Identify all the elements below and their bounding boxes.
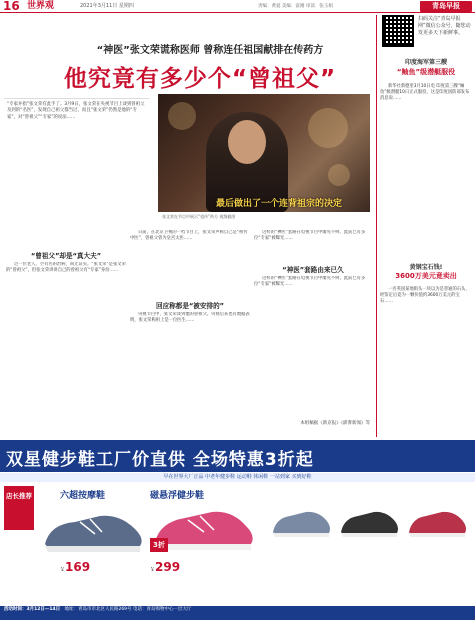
shoe-image-5 — [406, 502, 470, 542]
side-story1-sub: 印度海军第三艘 — [404, 59, 447, 66]
product-title-1: 六超按摩鞋 — [60, 491, 106, 501]
issue-date: 2021年3月11日 星期四 — [80, 3, 134, 9]
side-story2-sub: 黄钢宝石钱! — [409, 264, 443, 271]
side-story1-title: “鲉鱼”级潜艇服役 — [396, 68, 456, 76]
section-title: 世界观 — [27, 1, 55, 11]
article-byline: 本组稿据《新京报》《澎湃新闻》等 — [300, 421, 370, 426]
brand-logo: 青岛早报 — [420, 1, 472, 12]
photo-caption: 最后做出了一个连背祖宗的决定 — [216, 199, 343, 209]
side-story2-body: 一名英国某地街头一块以为是普通的石头，经鉴定后竟为一颗价值约3600万美元的宝石…… — [380, 287, 470, 305]
shoe-image-3 — [270, 502, 334, 542]
side-story1-body: 新华社新德里3月10日电 印度第三艘“鲉鱼”级潜艇10日正式服役，这是印度国防部发布消息说…… — [380, 84, 470, 102]
article-subhead-3: “神医”套路由来已久 — [282, 266, 344, 274]
article-column-1: 过一位老人，空有名的治病，尚无证实。“张文荣”是张文荣的“曾祖父”，但张文荣讲讲自己的曾祖父有“专家”身份…… — [6, 262, 126, 274]
page-header — [0, 0, 475, 13]
photo-credit: 张文荣在节目中展示“祖传”药方 视频截图 — [162, 214, 236, 219]
shoe-image-1 — [40, 504, 150, 556]
qr-code-icon — [382, 15, 414, 47]
article-column-3: 央视节目中，张文荣谈到他的曾祖父。央视后来也有数据表明，张文荣称祖上是一位医生…… — [130, 312, 250, 324]
column-divider — [376, 15, 377, 437]
ad-footer — [0, 606, 475, 620]
article-column-4a: 这样的“神医”套路在电视节目中屡见不鲜，此前已有多位“专家”被曝光…… — [254, 230, 366, 242]
ad-badge: 店长推荐 — [4, 486, 34, 530]
lead-headline: 他究竟有多少个“曾祖父” — [63, 66, 337, 92]
price-2: ￥299 — [150, 560, 181, 574]
article-subhead-2: 回应称都是“被安排的” — [155, 302, 224, 310]
ad-banner — [0, 442, 475, 472]
price-1: ￥169 — [60, 560, 91, 574]
advertisement — [0, 440, 475, 620]
lead-kicker: “神医”张文荣谎称医师 曾称连任祖国献排在传药方 — [96, 45, 324, 56]
page-number: 16 — [3, 0, 20, 13]
lead-photo — [158, 94, 370, 212]
sale-tag: 3折 — [150, 538, 168, 552]
side-story2-title: 3600万美元竟卖出 — [395, 272, 457, 280]
article-subhead-1: “曾祖父”却是“真大夫” — [30, 252, 102, 260]
ad-title: 双星健步鞋工厂价直供 全场特惠3折起 — [6, 450, 314, 470]
editor-credits: 责编：黄爱 美编：富刚 审读：张玉娟 — [258, 4, 333, 9]
article-column-4: 这样的“神医”套路在电视节目中屡见不鲜，此前已有多位“专家”被曝光…… — [254, 276, 366, 288]
product-title-2: 磁悬浮健步鞋 — [150, 491, 205, 501]
ad-address: 地址：青岛市市北区人民路269号 电话：青岛购物中心一层大厅 — [64, 607, 192, 612]
article-column-2: 日前，在北京卫视的一档节目上，张文荣声称自己是“祖传中医”，曾祖父曾为皇宫太医…… — [130, 230, 248, 242]
ad-dates: 活动时间：3月12日—14日 — [4, 607, 61, 612]
qr-caption: 扫码关注“青岛早报网”微信公众号，随您动发更多天下新鲜事。 — [418, 16, 471, 36]
lead-intro: “专家并指”张文荣有此手了。3月9日，张文荣在央视节目上谈到曾祖父及到的“名医”，发现自己祖父都当过、而且“张文荣”仍然是他的“专家”，对“曾祖父”“专家”的说法…… — [4, 98, 149, 243]
ad-subtitle: 早在世界大厂正品 中老年健步鞋 运动鞋 休闲鞋 一站到家 买到好鞋 — [0, 473, 475, 482]
shoe-image-4 — [338, 502, 402, 542]
